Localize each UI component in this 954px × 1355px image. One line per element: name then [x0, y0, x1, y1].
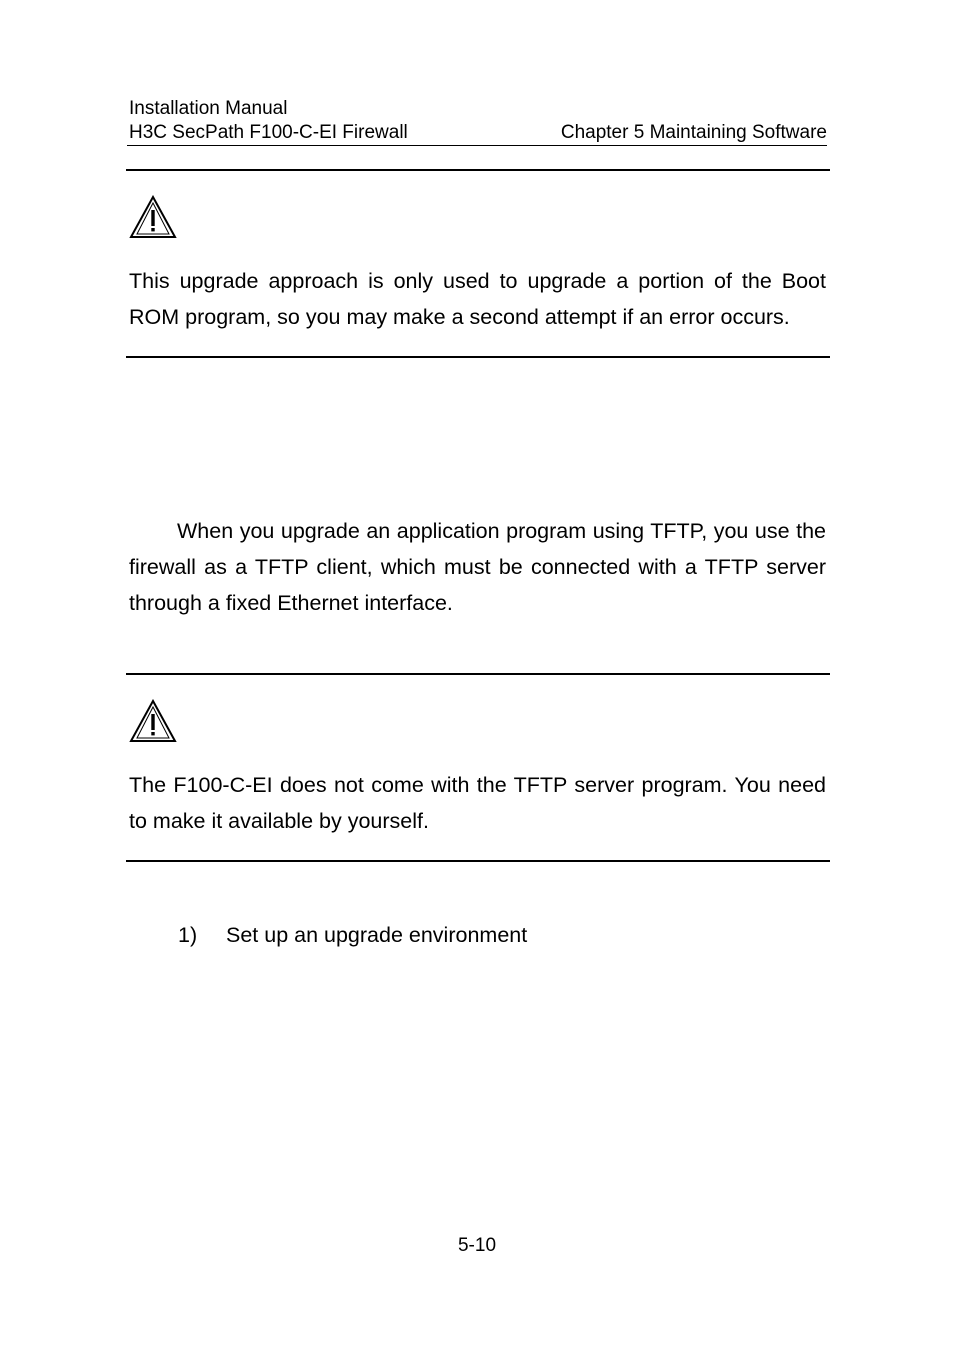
caution-top-rule: [126, 169, 830, 171]
caution-bottom-rule: [126, 356, 830, 358]
warning-triangle-icon: [129, 195, 177, 239]
caution-top-rule: [126, 673, 830, 675]
page-number: 5-10: [457, 1235, 497, 1256]
body-paragraph: When you upgrade an application program using TFTP, you use the firewall as a TFTP client, which must be connected with a TFTP server through a fixed Ethernet interface.: [129, 519, 826, 615]
running-header-left: [129, 97, 408, 145]
manual-title: Installation Manual: [129, 98, 288, 119]
chapter-title: Chapter 5 Maintaining Software: [560, 122, 827, 143]
caution-text: This upgrade approach is only used to upgrade a portion of the Boot ROM program, so you may make a second attempt if an error occurs.: [129, 269, 826, 329]
list-item-text: Set up an upgrade environment: [226, 923, 528, 947]
warning-triangle-icon: [129, 699, 177, 743]
caution-bottom-rule: [126, 860, 830, 862]
caution-text: The F100-C-EI does not come with the TFTP server program. You need to make it available by yourself.: [129, 773, 826, 833]
list-item-number: 1): [178, 923, 198, 947]
list-item: [178, 917, 527, 953]
header-divider: [127, 145, 827, 146]
product-name: H3C SecPath F100-C-EI Firewall: [129, 122, 408, 143]
